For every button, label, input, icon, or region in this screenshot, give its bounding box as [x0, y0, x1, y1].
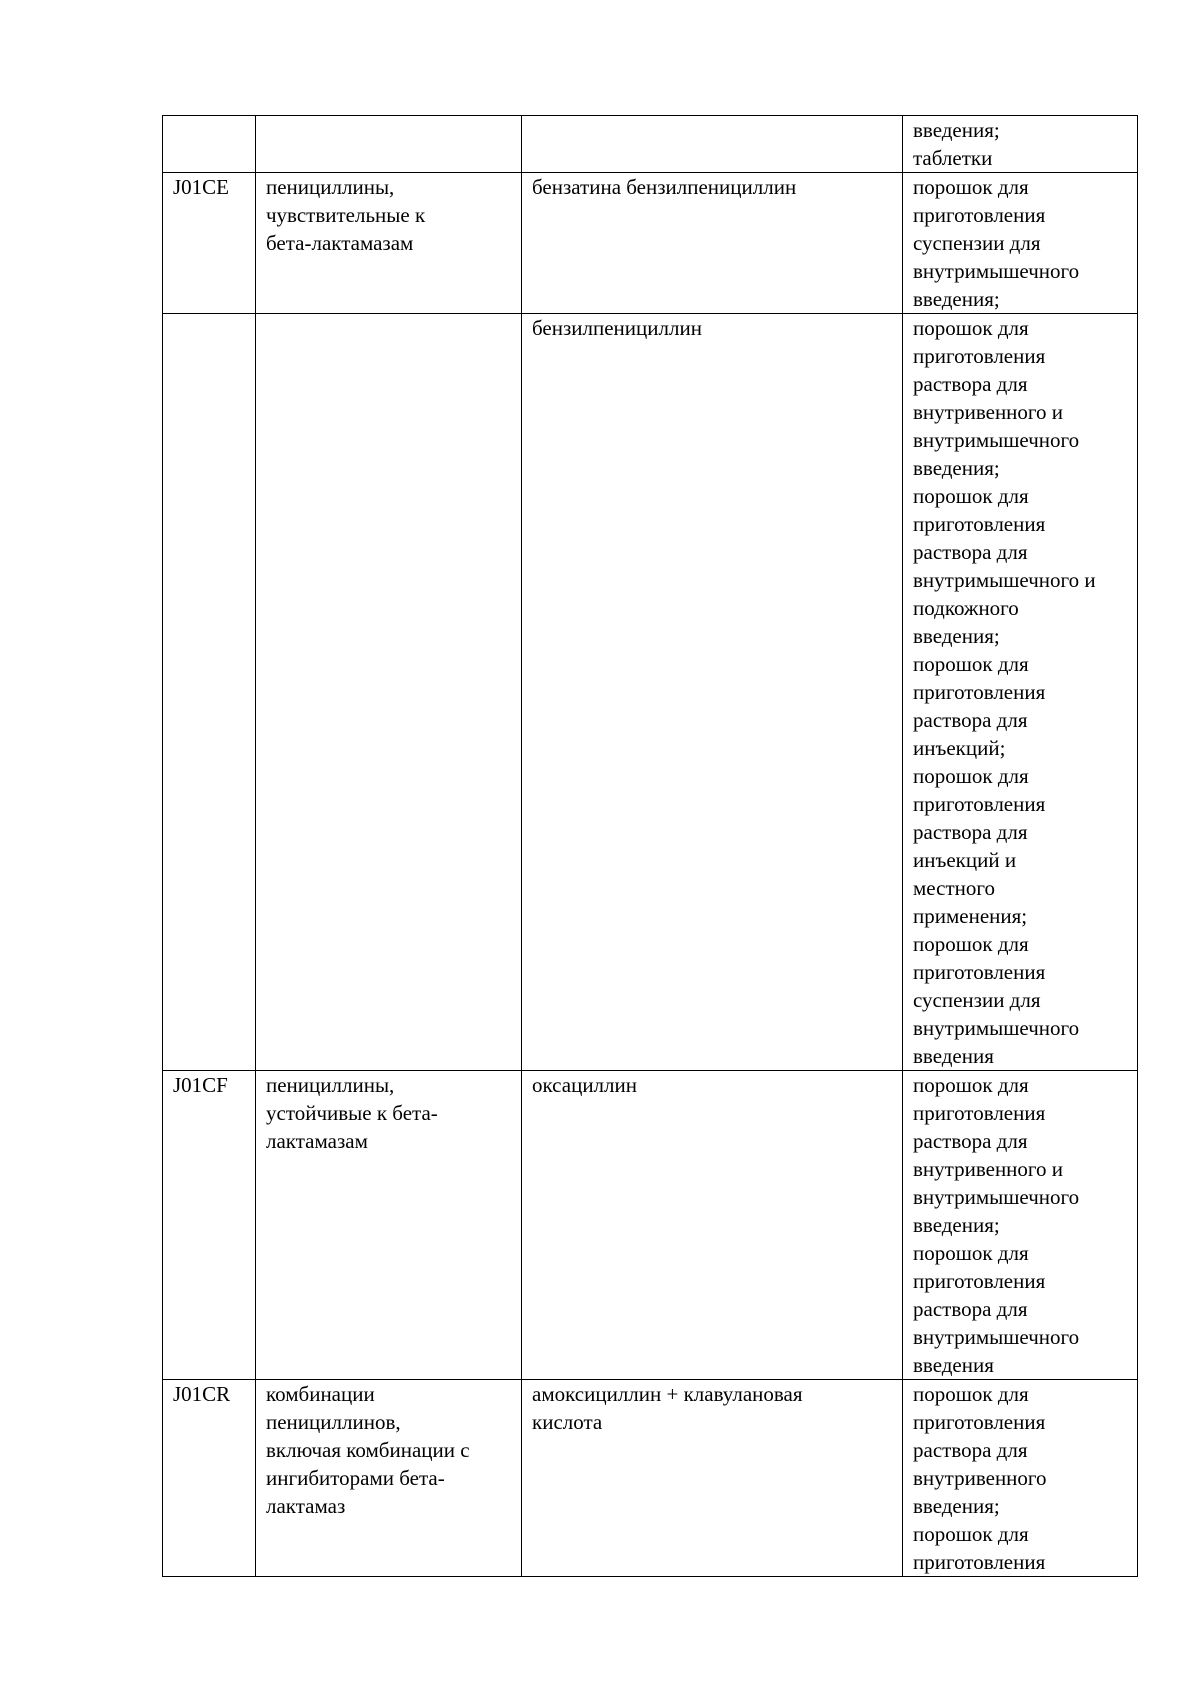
drug-name-cell	[522, 116, 903, 173]
drug-name-cell: амоксициллин + клавулановая кислота	[522, 1380, 903, 1577]
pharmacological-group-cell	[256, 116, 522, 173]
dosage-form-cell: порошок для приготовления раствора для внутривенного и внутримышечного введения; порошок для приготовления раствора для внутримышечного и подкожного введения; порошок для приготовления раствора для инъекций; порошок для приготовления раствора для инъекций и местного применения; порошок для приготовления суспензии для внутримышечного введения	[903, 314, 1138, 1071]
dosage-form-cell: введения; таблетки	[903, 116, 1138, 173]
dosage-form-cell: порошок для приготовления раствора для внутривенного введения; порошок для приготовления	[903, 1380, 1138, 1577]
atc-code-cell	[163, 116, 256, 173]
drug-table	[162, 115, 1138, 1577]
table-row	[163, 1071, 1138, 1380]
drug-name-cell: оксациллин	[522, 1071, 903, 1380]
dosage-form-cell: порошок для приготовления суспензии для внутримышечного введения;	[903, 173, 1138, 314]
pharmacological-group-cell	[256, 314, 522, 1071]
drug-name-cell: бензатина бензилпенициллин	[522, 173, 903, 314]
table-row	[163, 1380, 1138, 1577]
atc-code-cell	[163, 314, 256, 1071]
atc-code-cell: J01CR	[163, 1380, 256, 1577]
atc-code-cell: J01CF	[163, 1071, 256, 1380]
dosage-form-cell: порошок для приготовления раствора для внутривенного и внутримышечного введения; порошок для приготовления раствора для внутримышечного введения	[903, 1071, 1138, 1380]
pharmacological-group-cell: пенициллины, устойчивые к бета- лактамазам	[256, 1071, 522, 1380]
table-row	[163, 314, 1138, 1071]
drug-name-cell: бензилпенициллин	[522, 314, 903, 1071]
pharmacological-group-cell: комбинации пенициллинов, включая комбинации с ингибиторами бета- лактамаз	[256, 1380, 522, 1577]
pharmacological-group-cell: пенициллины, чувствительные к бета-лактамазам	[256, 173, 522, 314]
atc-code-cell: J01CE	[163, 173, 256, 314]
table-row	[163, 116, 1138, 173]
table-row	[163, 173, 1138, 314]
